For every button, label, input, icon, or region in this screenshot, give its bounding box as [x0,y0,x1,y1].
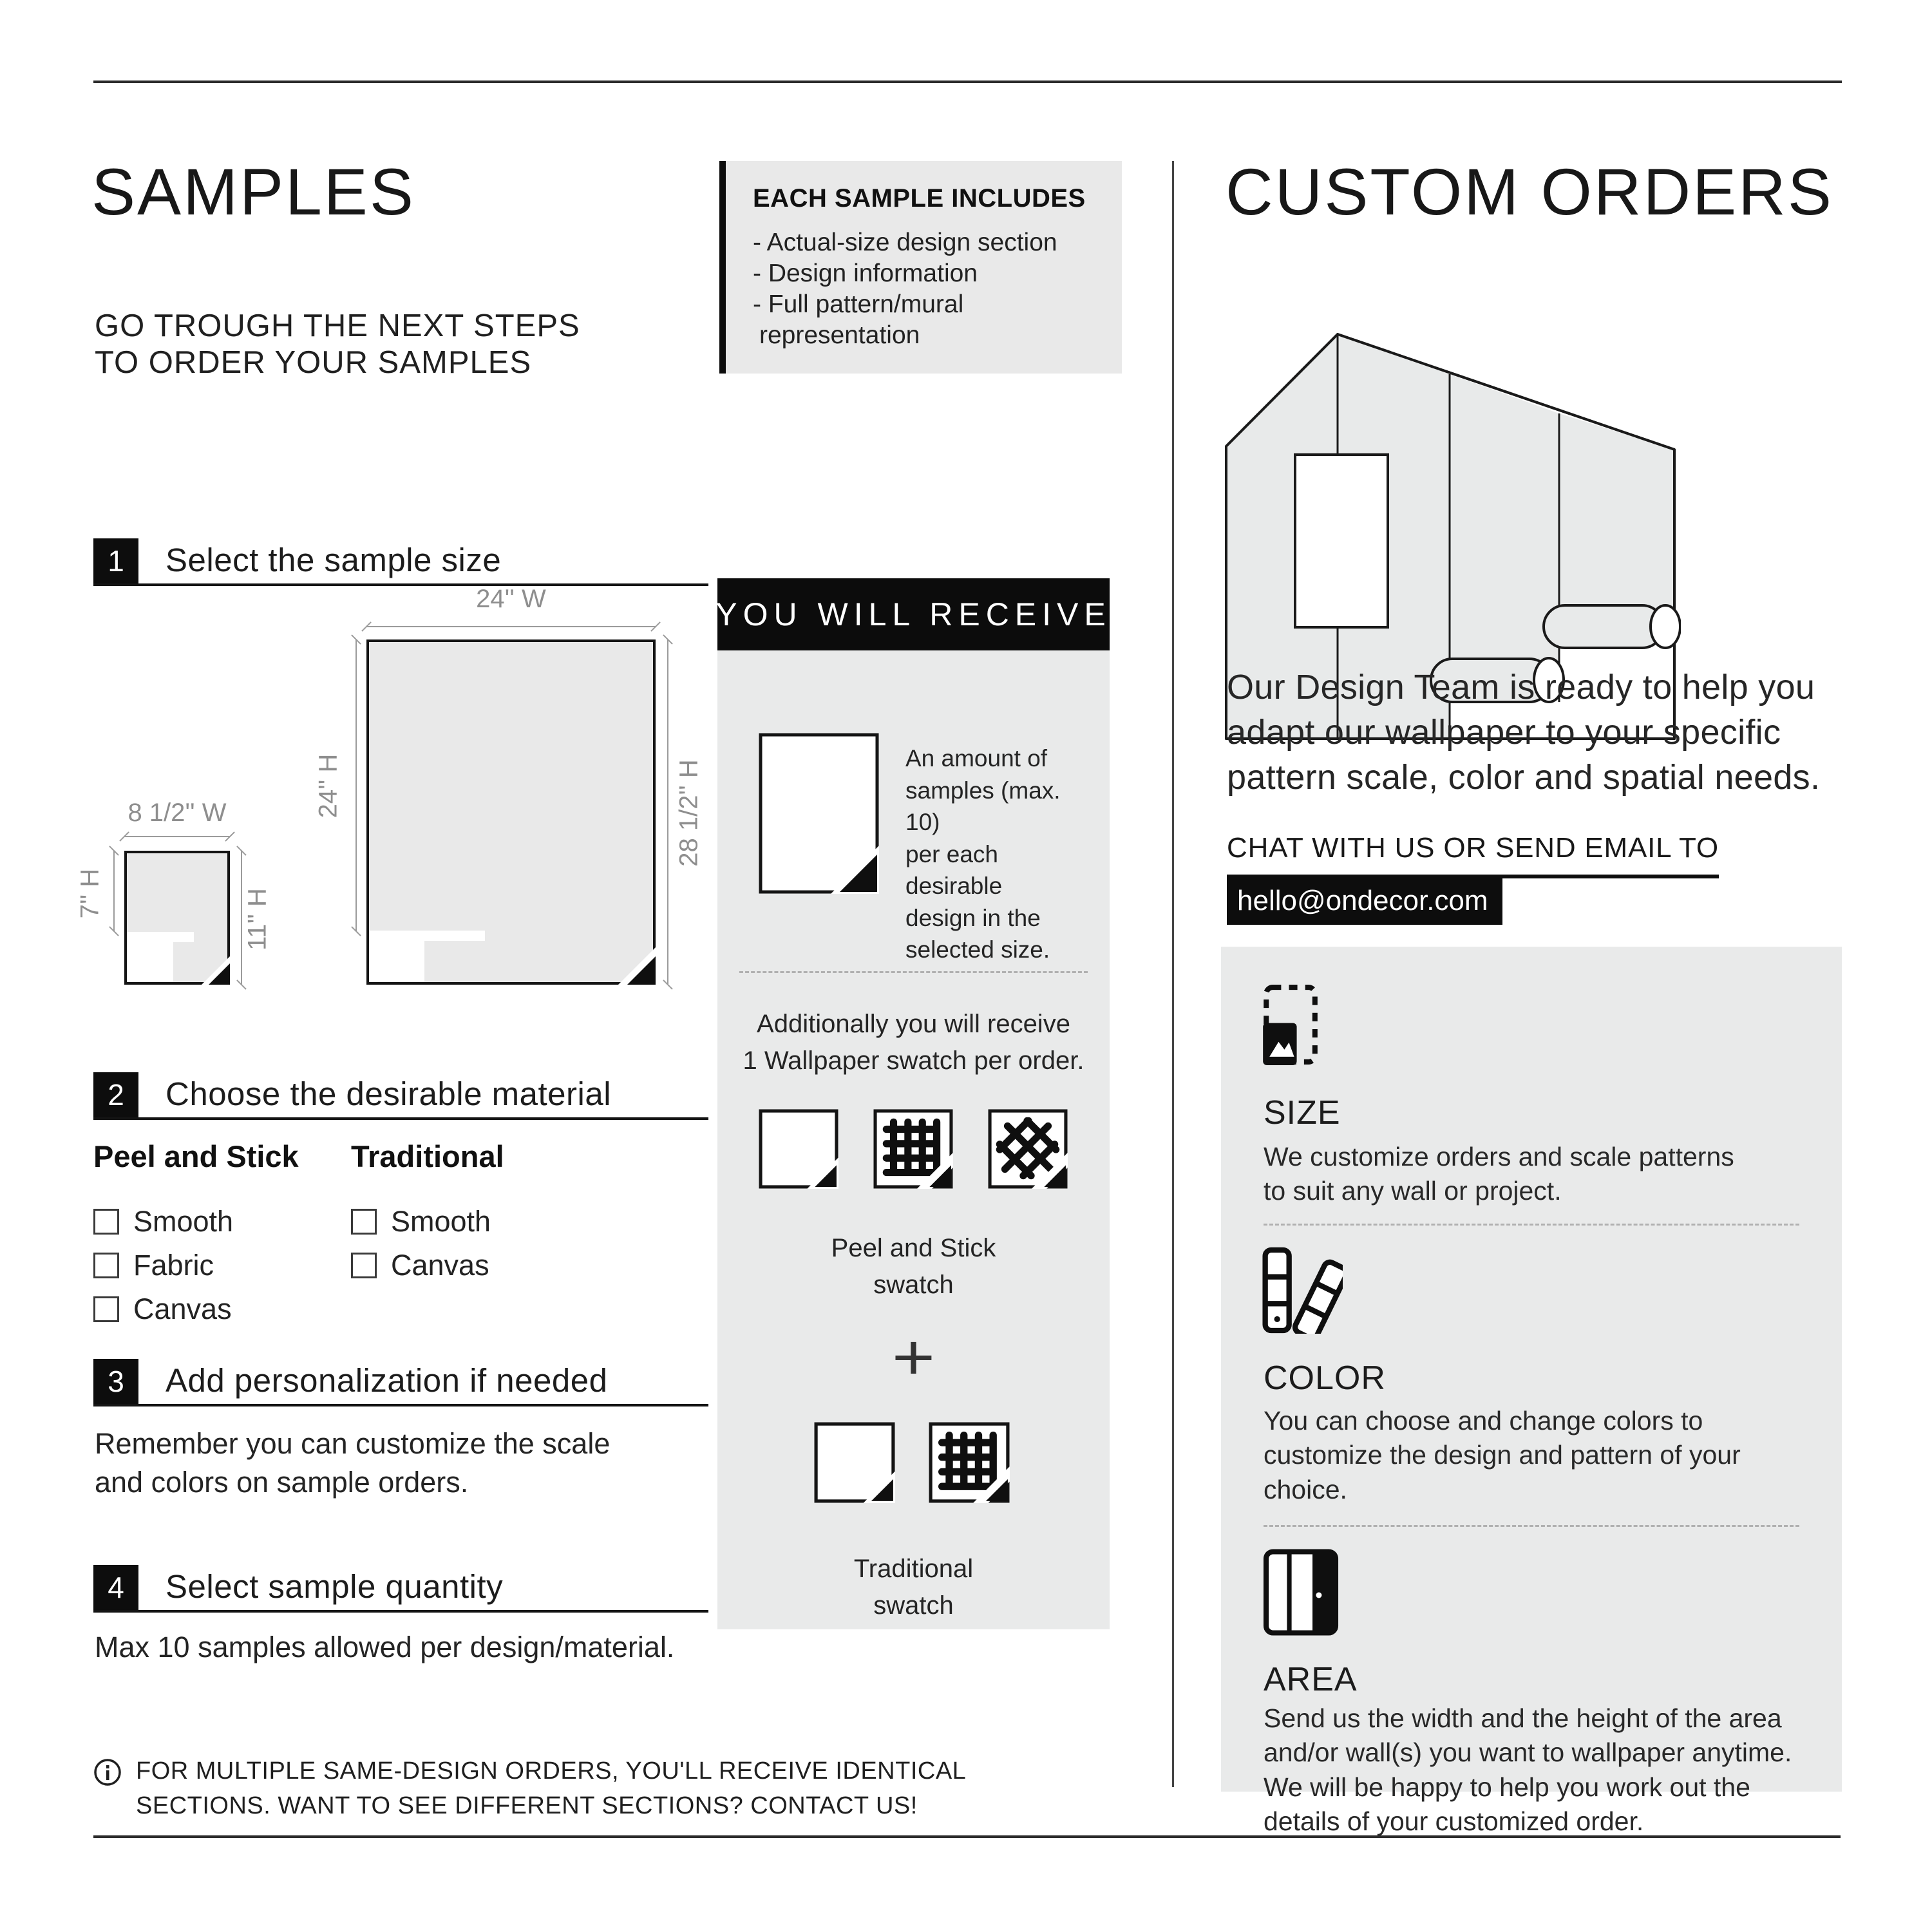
step4-text: Max 10 samples allowed per design/material. [95,1631,675,1663]
peel-swatch-label-line1: Peel and Stick [831,1234,996,1262]
window [1295,455,1388,627]
large-sample-height-left-label: 24'' H [314,753,343,819]
large-sample-width-label: 24'' W [476,585,546,613]
color-text-line: customize the design and pattern of your [1264,1440,1741,1470]
info-icon [93,1758,122,1786]
footnote-line1: FOR MULTIPLE SAME-DESIGN ORDERS, YOU'LL RECEIVE IDENTICAL [136,1757,967,1785]
checkbox-peel-smooth[interactable] [93,1209,119,1235]
additionally-text [717,1006,1110,1079]
peel-and-stick-column [93,1139,351,1326]
additionally-line1: Additionally you will receive [757,1010,1070,1038]
step4-title: Select sample quantity [166,1568,504,1605]
folded-corner-icon [209,963,230,985]
step1-number-badge: 1 [93,538,138,583]
option-label: Fabric [133,1249,214,1282]
traditional-title: Traditional [351,1139,504,1173]
design-team-line3: pattern scale, color and spatial needs. [1227,758,1821,797]
size-text-line: We customize orders and scale patterns [1264,1142,1734,1171]
plain-swatch-icon [759,1109,838,1189]
amount-line: An amount of [905,745,1048,772]
includes-item: - Design information [753,258,1103,289]
option-label: Canvas [391,1249,489,1282]
size-text [1264,1140,1734,1209]
area-text-line: Send us the width and the height of the area [1264,1703,1782,1733]
material-option-row [351,1249,596,1282]
small-sample-width-dimension-line [124,836,230,837]
step2-title: Choose the desirable material [166,1075,612,1112]
samples-intro-line1: GO TROUGH THE NEXT STEPS [95,308,580,343]
step4-header [93,1565,708,1613]
step3-text [95,1425,610,1502]
chat-block [1227,832,1719,925]
includes-item: - Actual-size design section [753,227,1103,258]
large-sample-inner-gray [424,941,486,982]
area-text-line: We will be happy to help you work out the [1264,1772,1750,1802]
small-sample-width-label: 8 1/2'' W [128,799,227,827]
each-sample-includes-box [719,161,1122,374]
crosshatch-swatch-icon [988,1109,1068,1189]
you-will-receive-panel [717,650,1110,1629]
peel-swatch-row [759,1109,1068,1189]
column-divider [1172,161,1174,1787]
amount-line: design in the [905,904,1041,931]
small-sample-height-left-label: 7'' H [75,868,104,919]
checkbox-traditional-smooth[interactable] [351,1209,377,1235]
traditional-swatch-label-line2: swatch [873,1591,954,1620]
color-text-line: You can choose and change colors to [1264,1406,1703,1435]
includes-item-continuation: representation [759,321,920,349]
amount-line: selected size. [905,936,1050,963]
checkbox-peel-canvas[interactable] [93,1296,119,1322]
peel-swatch-label-line2: swatch [873,1270,954,1299]
email-address[interactable]: hello@ondecor.com [1227,878,1502,925]
samples-title: SAMPLES [91,155,415,229]
material-option-row [93,1249,351,1282]
large-sample-height-left-dimension-line [355,639,357,931]
material-options [93,1139,596,1326]
material-option-row [93,1293,351,1326]
small-sample-height-right-label: 11'' H [243,888,272,951]
grid-swatch-icon [929,1422,1010,1503]
you-will-receive-banner: YOU WILL RECEIVE [717,578,1110,650]
amount-line: samples (max. 10) [905,777,1061,836]
footnote [93,1754,966,1824]
wallpaper-roll [1544,605,1663,648]
custom-orders-title: CUSTOM ORDERS [1226,155,1833,229]
amount-line: per each desirable [905,840,1003,900]
option-label: Canvas [133,1293,232,1325]
step2-number-badge: 2 [93,1072,138,1117]
color-text-line: choice. [1264,1474,1347,1504]
dashed-separator [739,971,1088,973]
design-team-line2: adapt our wallpaper to your specific [1227,713,1781,752]
option-label: Smooth [391,1205,491,1238]
plain-swatch-icon [814,1422,895,1503]
step2-header [93,1072,708,1120]
includes-title: EACH SAMPLE INCLUDES [753,184,1086,213]
checkbox-traditional-canvas[interactable] [351,1253,377,1278]
chat-label: CHAT WITH US OR SEND EMAIL TO [1227,832,1719,878]
size-title: SIZE [1264,1094,1341,1132]
footnote-line2: SECTIONS. WANT TO SEE DIFFERENT SECTIONS? CONTACT US! [136,1792,918,1819]
amount-text [905,743,1099,966]
peel-swatch-label [717,1230,1110,1303]
samples-intro-line2: TO ORDER YOUR SAMPLES [95,345,532,380]
traditional-swatch-label-line1: Traditional [853,1555,974,1583]
step4-number-badge: 4 [93,1565,138,1610]
step1-title: Select the sample size [166,542,502,578]
sample-page-icon [759,733,879,894]
top-rule [93,80,1842,83]
small-sample-rectangle [124,851,230,985]
large-sample-width-dimension-line [366,626,656,627]
swatch-fan-icon [1262,1247,1343,1334]
wall-door-panels-icon [1262,1549,1340,1636]
step3-header [93,1359,708,1406]
design-team-text [1227,665,1820,800]
area-text [1264,1701,1792,1839]
includes-item: - Full pattern/mural [753,289,1103,320]
step3-number-badge: 3 [93,1359,138,1404]
design-team-line1: Our Design Team is ready to help you [1227,668,1815,706]
area-text-line: details of your customized order. [1264,1806,1644,1836]
custom-options-panel [1221,947,1842,1836]
step3-text-line2: and colors on sample orders. [95,1466,469,1499]
size-text-line: to suit any wall or project. [1264,1176,1562,1206]
peel-and-stick-title: Peel and Stick [93,1139,299,1173]
small-sample-height-left-dimension-line [113,851,115,931]
color-text [1264,1404,1741,1507]
area-text-line: and/or wall(s) you want to wallpaper anytime. [1264,1738,1792,1768]
grid-swatch-icon [873,1109,953,1189]
option-label: Smooth [133,1205,234,1238]
large-sample-rectangle [366,639,656,985]
step1-header [93,538,708,586]
additionally-line2: 1 Wallpaper swatch per order. [743,1046,1084,1075]
area-title: AREA [1264,1661,1358,1698]
traditional-column [351,1139,596,1326]
traditional-swatch-row [814,1422,1010,1503]
traditional-swatch-label [717,1551,1110,1624]
crop-image-icon [1262,984,1319,1065]
samples-intro [95,308,580,381]
large-sample-height-right-dimension-line [667,639,668,985]
footnote-text [136,1754,966,1824]
small-sample-height-right-dimension-line [241,851,242,985]
material-option-row [351,1205,596,1238]
checkbox-peel-fabric[interactable] [93,1253,119,1278]
dashed-separator [1264,1525,1799,1527]
material-option-row [93,1205,351,1238]
dashed-separator [1264,1224,1799,1226]
step3-title: Add personalization if needed [166,1362,608,1399]
large-sample-height-right-label: 28 1/2'' H [674,759,703,867]
color-title: COLOR [1264,1359,1386,1397]
plus-icon: + [891,1321,936,1394]
step3-text-line1: Remember you can customize the scale [95,1427,611,1460]
folded-corner-icon [627,956,656,985]
